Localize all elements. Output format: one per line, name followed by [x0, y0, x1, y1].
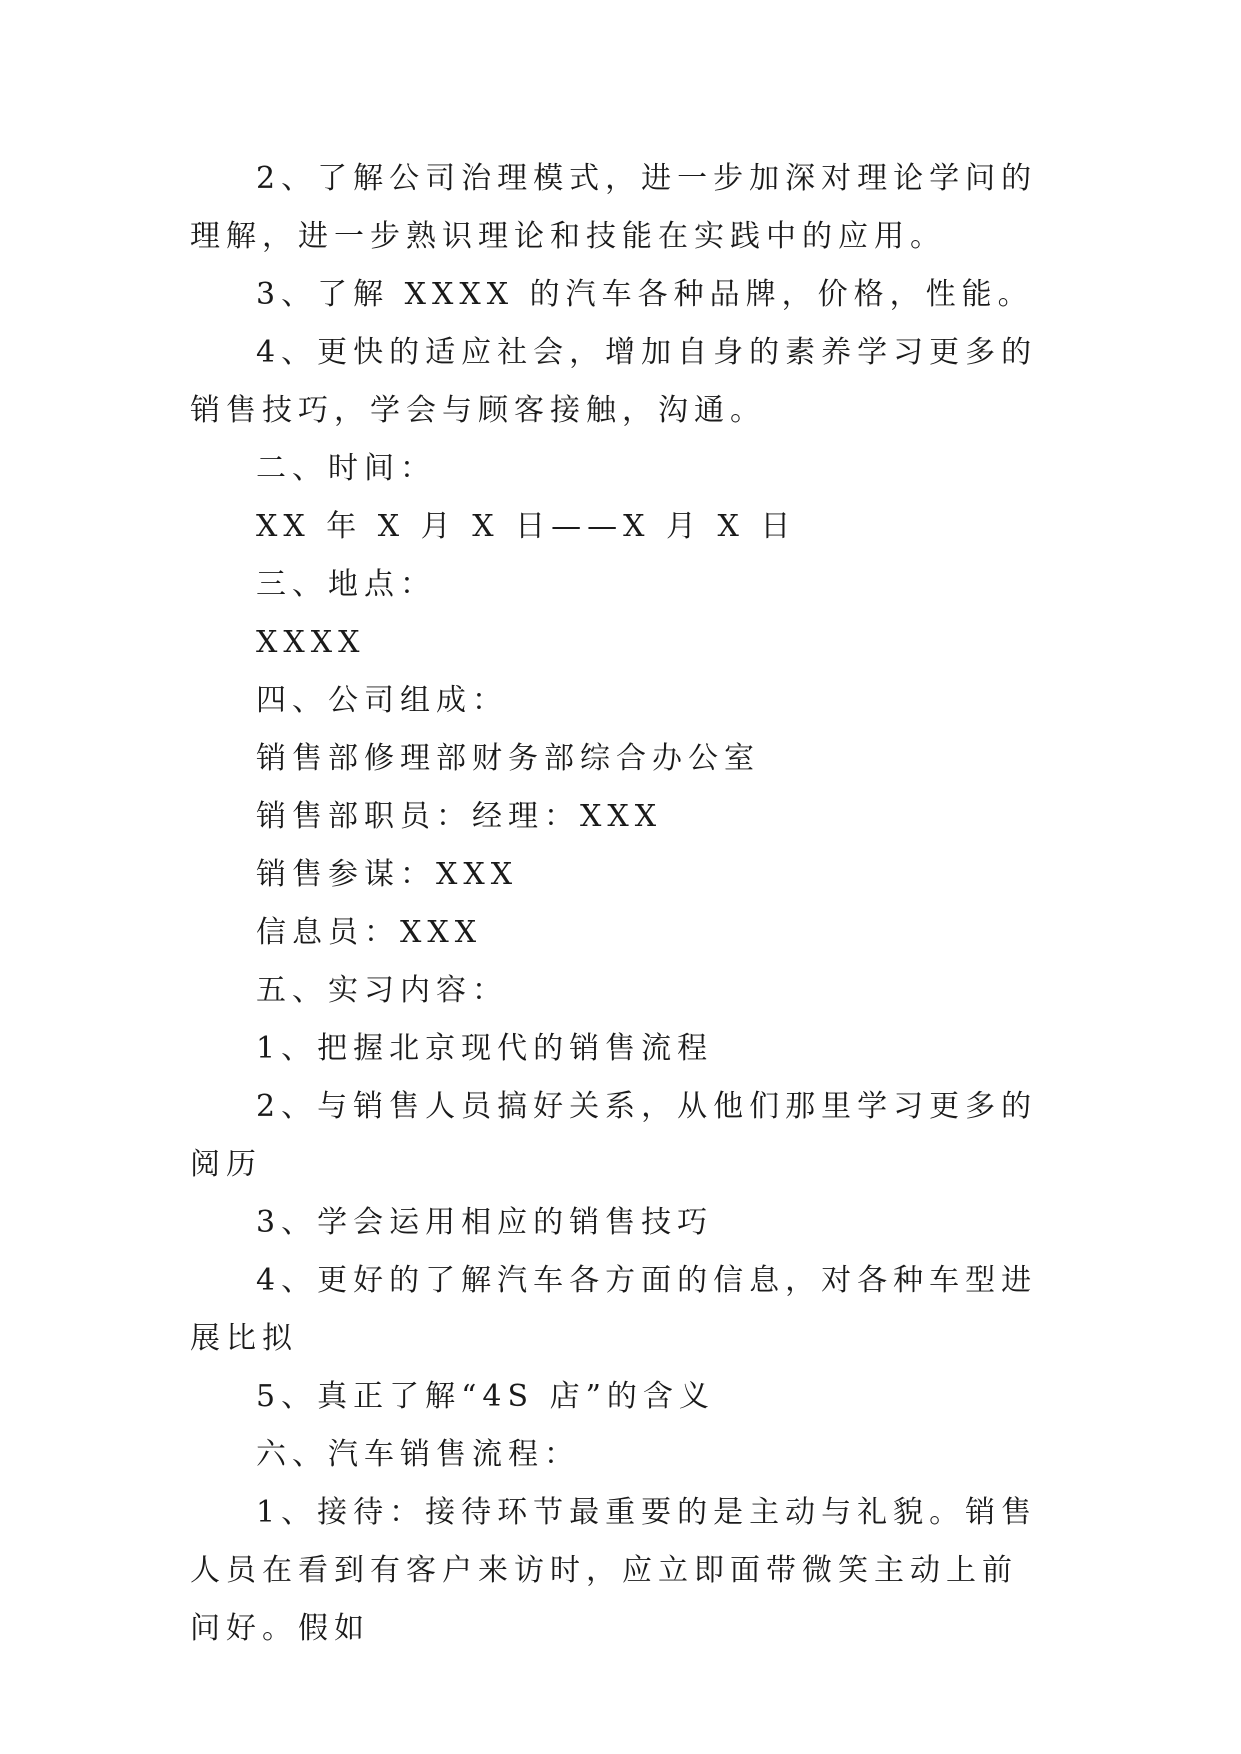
paragraph-sales-manager: 销售部职员：经理：XXX — [256, 799, 663, 834]
paragraph-objective-3: 3、了解 XXXX 的汽车各种品牌，价格，性能。 — [256, 277, 1034, 312]
heading-location: 三、地点： — [256, 567, 436, 602]
heading-company-structure: 四、公司组成： — [256, 683, 508, 718]
paragraph-sales-advisor: 销售参谋：XXX — [256, 857, 519, 892]
heading-internship-content: 五、实习内容： — [256, 973, 508, 1008]
paragraph-content-4: 4、更好的了解汽车各方面的信息，对各种车型进展比拟 — [190, 1263, 1038, 1356]
heading-sales-process: 六、汽车销售流程： — [256, 1437, 580, 1472]
paragraph-process-1: 1、接待：接待环节最重要的是主动与礼貌。销售人员在看到有客户来访时，应立即面带微笑主动上前问好。假如 — [190, 1495, 1038, 1646]
paragraph-info-officer: 信息员：XXX — [256, 915, 483, 950]
heading-time: 二、时间： — [256, 451, 436, 486]
paragraph-content-3: 3、学会运用相应的销售技巧 — [256, 1205, 714, 1240]
paragraph-content-1: 1、把握北京现代的销售流程 — [256, 1031, 714, 1066]
paragraph-content-2: 2、与销售人员搞好关系，从他们那里学习更多的阅历 — [190, 1089, 1038, 1182]
paragraph-departments: 销售部修理部财务部综合办公室 — [256, 741, 760, 776]
paragraph-time-value: XX 年 X 月 X 日——X 月 X 日 — [256, 509, 797, 544]
paragraph-objective-4: 4、更快的适应社会，增加自身的素养学习更多的销售技巧，学会与顾客接触，沟通。 — [190, 335, 1038, 428]
paragraph-objective-2: 2、了解公司治理模式，进一步加深对理论学问的理解，进一步熟识理论和技能在实践中的应用。 — [190, 161, 1038, 254]
document-page — [190, 150, 1050, 1658]
paragraph-content-5: 5、真正了解“4S 店”的含义 — [256, 1379, 715, 1414]
paragraph-location-value: XXXX — [256, 625, 366, 660]
